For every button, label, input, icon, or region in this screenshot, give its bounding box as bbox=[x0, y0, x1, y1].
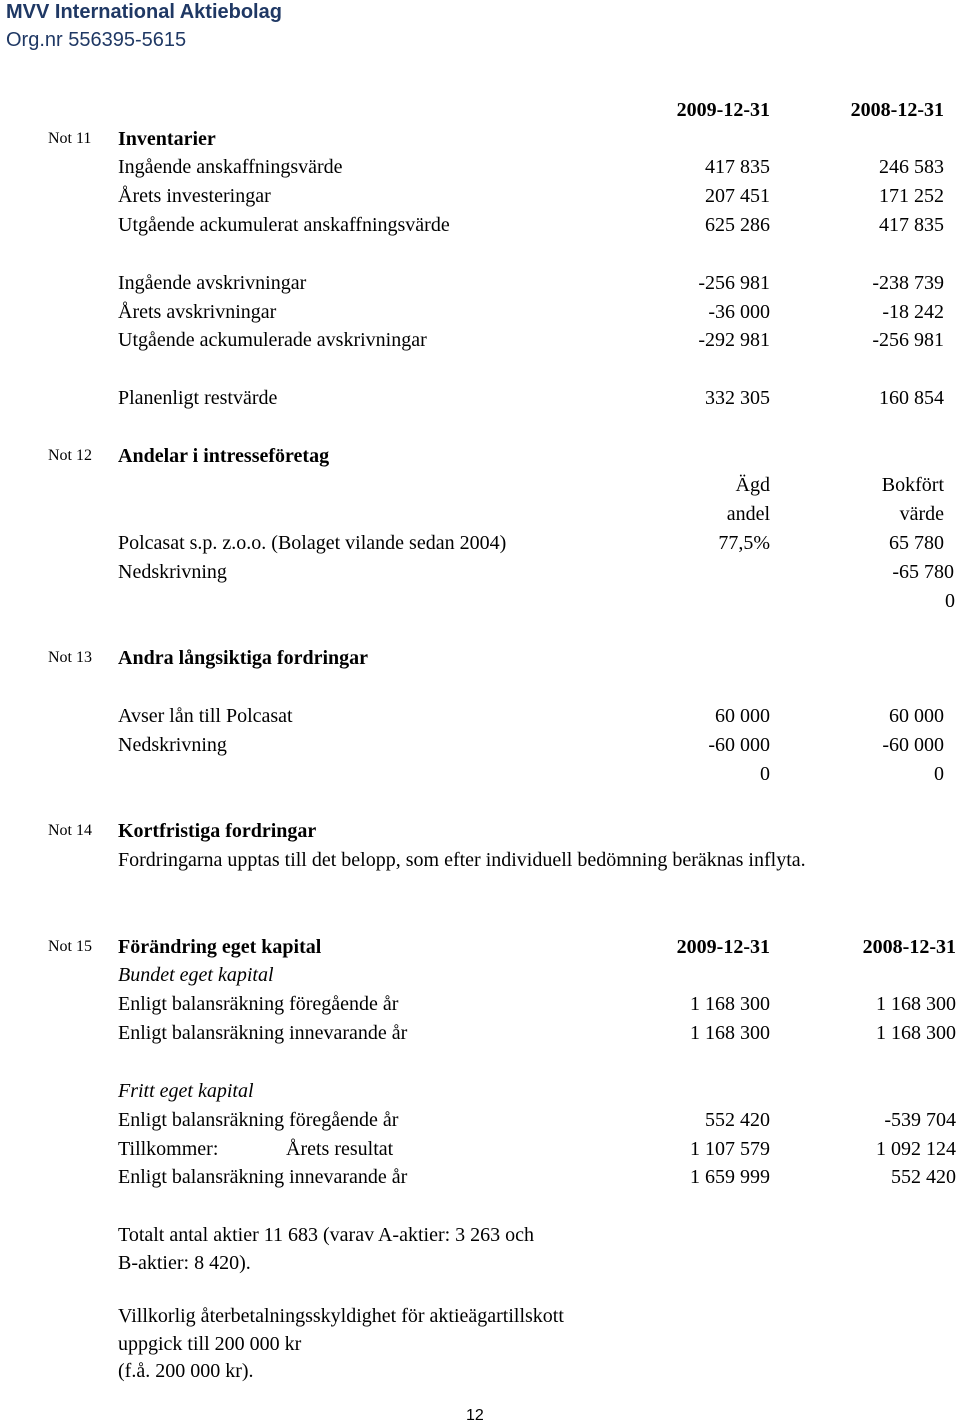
column-header-bokfort: Bokfört bbox=[881, 474, 944, 496]
value-2008: 1 092 124 bbox=[876, 1138, 956, 1160]
value-2009: 552 420 bbox=[705, 1109, 770, 1131]
row-label: Avser lån till Polcasat bbox=[118, 705, 293, 727]
value-2008: 160 854 bbox=[879, 387, 944, 409]
row-label: Årets avskrivningar bbox=[118, 301, 277, 323]
value-2009: 1 659 999 bbox=[690, 1166, 770, 1188]
column-header-2009: 2009-12-31 bbox=[676, 936, 770, 958]
page-number: 12 bbox=[466, 1407, 484, 1424]
row-label: Ingående avskrivningar bbox=[118, 272, 307, 294]
conditional-obligation-line: uppgick till 200 000 kr bbox=[118, 1333, 302, 1355]
note-title: Inventarier bbox=[118, 128, 216, 150]
value-2009: 1 168 300 bbox=[690, 993, 770, 1015]
ownership-share: 77,5% bbox=[718, 532, 770, 554]
value-2008: 171 252 bbox=[879, 185, 944, 207]
conditional-obligation-line: (f.å. 200 000 kr). bbox=[118, 1360, 254, 1382]
note-label: Not 13 bbox=[48, 649, 92, 666]
note-text: Fordringarna upptas till det belopp, som efter individuell bedömning beräknas inflyta. bbox=[118, 849, 806, 871]
row-label: Enligt balansräkning föregående år bbox=[118, 1109, 399, 1131]
column-header-agd: Ägd bbox=[735, 474, 770, 496]
org-number: Org.nr 556395-5615 bbox=[6, 29, 187, 51]
value-2009: -292 981 bbox=[698, 329, 770, 351]
note-title: Andra långsiktiga fordringar bbox=[118, 647, 369, 669]
column-header-2009: 2009-12-31 bbox=[676, 99, 770, 121]
note-title: Andelar i intresseföretag bbox=[118, 445, 330, 467]
value-2008: -60 000 bbox=[882, 734, 944, 756]
section-heading-bundet: Bundet eget kapital bbox=[118, 964, 274, 986]
column-header-andel: andel bbox=[726, 503, 770, 525]
row-label: Polcasat s.p. z.o.o. (Bolaget vilande sedan 2004) bbox=[118, 532, 507, 554]
row-label: Tillkommer: bbox=[118, 1138, 219, 1160]
row-label: Utgående ackumulerade avskrivningar bbox=[118, 329, 427, 351]
value-2008: -256 981 bbox=[872, 329, 944, 351]
share-info-line: B-aktier: 8 420). bbox=[118, 1252, 251, 1274]
value-2009: -36 000 bbox=[708, 301, 770, 323]
value-2009: 332 305 bbox=[705, 387, 770, 409]
value-2008: -238 739 bbox=[872, 272, 944, 294]
share-info-line: Totalt antal aktier 11 683 (varav A-aktier: 3 263 och bbox=[118, 1224, 535, 1246]
column-header-2008: 2008-12-31 bbox=[850, 99, 944, 121]
total-2009: 0 bbox=[760, 763, 770, 785]
note-label: Not 11 bbox=[48, 130, 92, 147]
section-heading-fritt: Fritt eget kapital bbox=[118, 1080, 254, 1102]
value-2008: 246 583 bbox=[879, 156, 944, 178]
value-2008: -539 704 bbox=[884, 1109, 956, 1131]
note-title: Kortfristiga fordringar bbox=[118, 820, 317, 842]
value-2008: 60 000 bbox=[889, 705, 944, 727]
row-label: Enligt balansräkning innevarande år bbox=[118, 1022, 408, 1044]
total-value: 0 bbox=[945, 590, 955, 612]
note-label: Not 12 bbox=[48, 447, 92, 464]
row-sublabel: Årets resultat bbox=[286, 1138, 394, 1160]
column-header-2008: 2008-12-31 bbox=[862, 936, 956, 958]
value-2009: 1 107 579 bbox=[690, 1138, 770, 1160]
total-2008: 0 bbox=[934, 763, 944, 785]
value-2009: 1 168 300 bbox=[690, 1022, 770, 1044]
value-2009: 625 286 bbox=[705, 214, 770, 236]
writedown-value: -65 780 bbox=[892, 561, 954, 583]
row-label: Utgående ackumulerat anskaffningsvärde bbox=[118, 214, 450, 236]
note-label: Not 14 bbox=[48, 822, 92, 839]
value-2009: 417 835 bbox=[705, 156, 770, 178]
value-2009: -256 981 bbox=[698, 272, 770, 294]
value-2008: 552 420 bbox=[891, 1166, 956, 1188]
row-label: Nedskrivning bbox=[118, 561, 227, 583]
note-title: Förändring eget kapital bbox=[118, 936, 322, 958]
row-label: Enligt balansräkning föregående år bbox=[118, 993, 399, 1015]
column-header-varde: värde bbox=[899, 503, 944, 525]
row-label: Enligt balansräkning innevarande år bbox=[118, 1166, 408, 1188]
note-label: Not 15 bbox=[48, 938, 92, 955]
company-name: MVV International Aktiebolag bbox=[6, 1, 282, 23]
value-2009: -60 000 bbox=[708, 734, 770, 756]
value-2009: 60 000 bbox=[715, 705, 770, 727]
value-2009: 207 451 bbox=[705, 185, 770, 207]
value-2008: 1 168 300 bbox=[876, 993, 956, 1015]
row-label: Ingående anskaffningsvärde bbox=[118, 156, 343, 178]
row-label: Planenligt restvärde bbox=[118, 387, 278, 409]
row-label: Nedskrivning bbox=[118, 734, 227, 756]
row-label: Årets investeringar bbox=[118, 185, 271, 207]
value-2008: -18 242 bbox=[882, 301, 944, 323]
book-value: 65 780 bbox=[889, 532, 944, 554]
value-2008: 417 835 bbox=[879, 214, 944, 236]
conditional-obligation-line: Villkorlig återbetalningsskyldighet för aktieägartillskott bbox=[118, 1305, 564, 1327]
value-2008: 1 168 300 bbox=[876, 1022, 956, 1044]
